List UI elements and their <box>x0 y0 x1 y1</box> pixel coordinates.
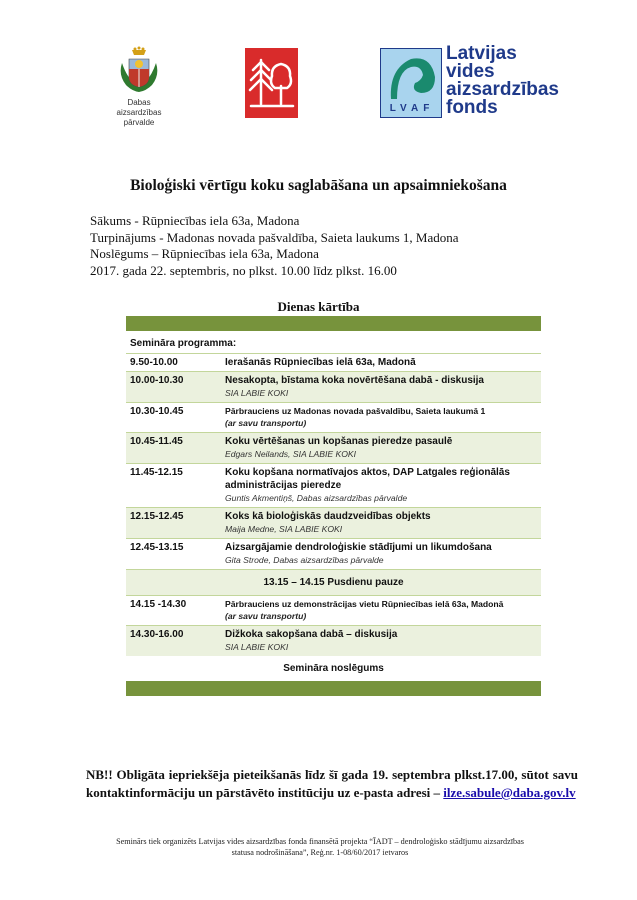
agenda-row <box>126 539 541 569</box>
agenda-row <box>126 464 541 508</box>
agenda-row <box>126 433 541 464</box>
info-date: 2017. gada 22. septembris, no plkst. 10.00 līdz plkst. 16.00 <box>90 262 397 278</box>
agenda-row <box>126 626 541 656</box>
info-end: Noslēgums – Rūpniecības iela 63a, Madona <box>90 246 319 261</box>
row-time: 12.15-12.45 <box>130 511 184 522</box>
row-speaker: SIA LABIE KOKI <box>225 388 289 398</box>
funding-footer: Seminārs tiek organizēts Latvijas vides aizsardzības fonda finansētā projekta “ĪADT – dendroloģisko stādījumu aizsardzības statusa nodrošināšana”, Reģ.nr. 1-08/60/2017 ietvaros <box>116 837 524 857</box>
email-link[interactable]: ilze.sabule@daba.gov.lv <box>443 785 576 800</box>
info-start: Sākums - Rūpniecības iela 63a, Madona <box>90 213 300 228</box>
row-title: Nesakopta, bīstama koka novērtēšana dabā - diskusija <box>225 375 484 386</box>
info-continue: Turpinājums - Madonas novada pašvaldība, Saieta laukums 1, Madona <box>90 229 459 245</box>
lunch-break: 13.15 – 14.15 Pusdienu pauze <box>126 569 541 596</box>
registration-notice <box>86 766 578 802</box>
agenda-row <box>126 354 541 372</box>
row-time: 14.30-16.00 <box>130 629 184 640</box>
agenda-row <box>126 372 541 403</box>
agenda-row <box>126 596 541 626</box>
wave-icon <box>381 49 441 105</box>
dap-logo <box>104 45 174 128</box>
agenda-table <box>126 316 541 696</box>
row-note: (ar savu transportu) <box>225 611 307 621</box>
agenda-heading: Dienas kārtība <box>277 299 360 314</box>
trees-icon <box>245 48 298 118</box>
row-time: 10.45-11.45 <box>130 436 183 447</box>
notice-text: NB!! Obligāta iepriekšēja pieteikšanās līdz šī gada 19. septembra plkst.17.00, sūtot savu kontaktinformāciju un pārstāvēto institūciju uz e-pasta adresi – <box>86 767 578 800</box>
agenda-row <box>126 403 541 433</box>
lvaf-emblem: LVAF <box>380 48 442 118</box>
lvaf-logo <box>380 43 630 123</box>
program-label: Semināra programma: <box>126 331 541 354</box>
row-title: Aizsargājamie dendroloģiskie stādījumi un likumdošana <box>225 542 492 553</box>
agenda-row <box>126 508 541 539</box>
row-time: 10.30-10.45 <box>130 406 184 417</box>
row-title: Koku kopšana normatīvajos aktos, DAP Latgales reģionālās administrācijas pieredze <box>225 467 510 491</box>
row-title: Koks kā bioloģiskās daudzveidības objekts <box>225 511 431 522</box>
row-time: 12.45-13.15 <box>130 542 184 553</box>
lvaf-wordmark: Latvijas vides aizsardzības fonds <box>446 43 559 118</box>
row-title: Ierašanās Rūpniecības ielā 63a, Madonā <box>225 357 416 368</box>
row-time: 11.45-12.15 <box>130 467 183 478</box>
footer-bar <box>126 681 541 696</box>
forest-logo <box>245 48 298 118</box>
row-speaker: Guntis Akmentiņš, Dabas aizsardzības pārvalde <box>225 493 408 503</box>
dap-caption: Dabas aizsardzības pārvalde <box>116 98 162 127</box>
row-note: (ar savu transportu) <box>225 418 307 428</box>
row-speaker: SIA LABIE KOKI <box>225 642 289 652</box>
row-title: Pārbrauciens uz demonstrācijas vietu Rūpniecības ielā 63a, Madonā <box>225 599 504 609</box>
seminar-closing: Semināra noslēgums <box>283 663 384 674</box>
row-speaker: Maija Medne, SIA LABIE KOKI <box>225 524 343 534</box>
row-title: Dižkoka sakopšana dabā – diskusija <box>225 629 398 640</box>
row-title: Koku vērtēšanas un kopšanas pieredze pasaulē <box>225 436 453 447</box>
document-title: Bioloģiski vērtīgu koku saglabāšana un apsaimniekošana <box>130 177 507 194</box>
row-speaker: Gita Strode, Dabas aizsardzības pārvalde <box>225 555 384 565</box>
row-title: Pārbrauciens uz Madonas novada pašvaldību, Saieta laukumā 1 <box>225 406 486 416</box>
row-time: 10.00-10.30 <box>130 375 184 386</box>
row-time: 9.50-10.00 <box>130 357 178 368</box>
row-time: 14.15 -14.30 <box>130 599 187 610</box>
coat-of-arms-icon <box>116 45 162 95</box>
event-info <box>90 213 459 279</box>
header-bar <box>126 316 541 331</box>
row-speaker: Edgars Neilands, SIA LABIE KOKI <box>225 449 357 459</box>
